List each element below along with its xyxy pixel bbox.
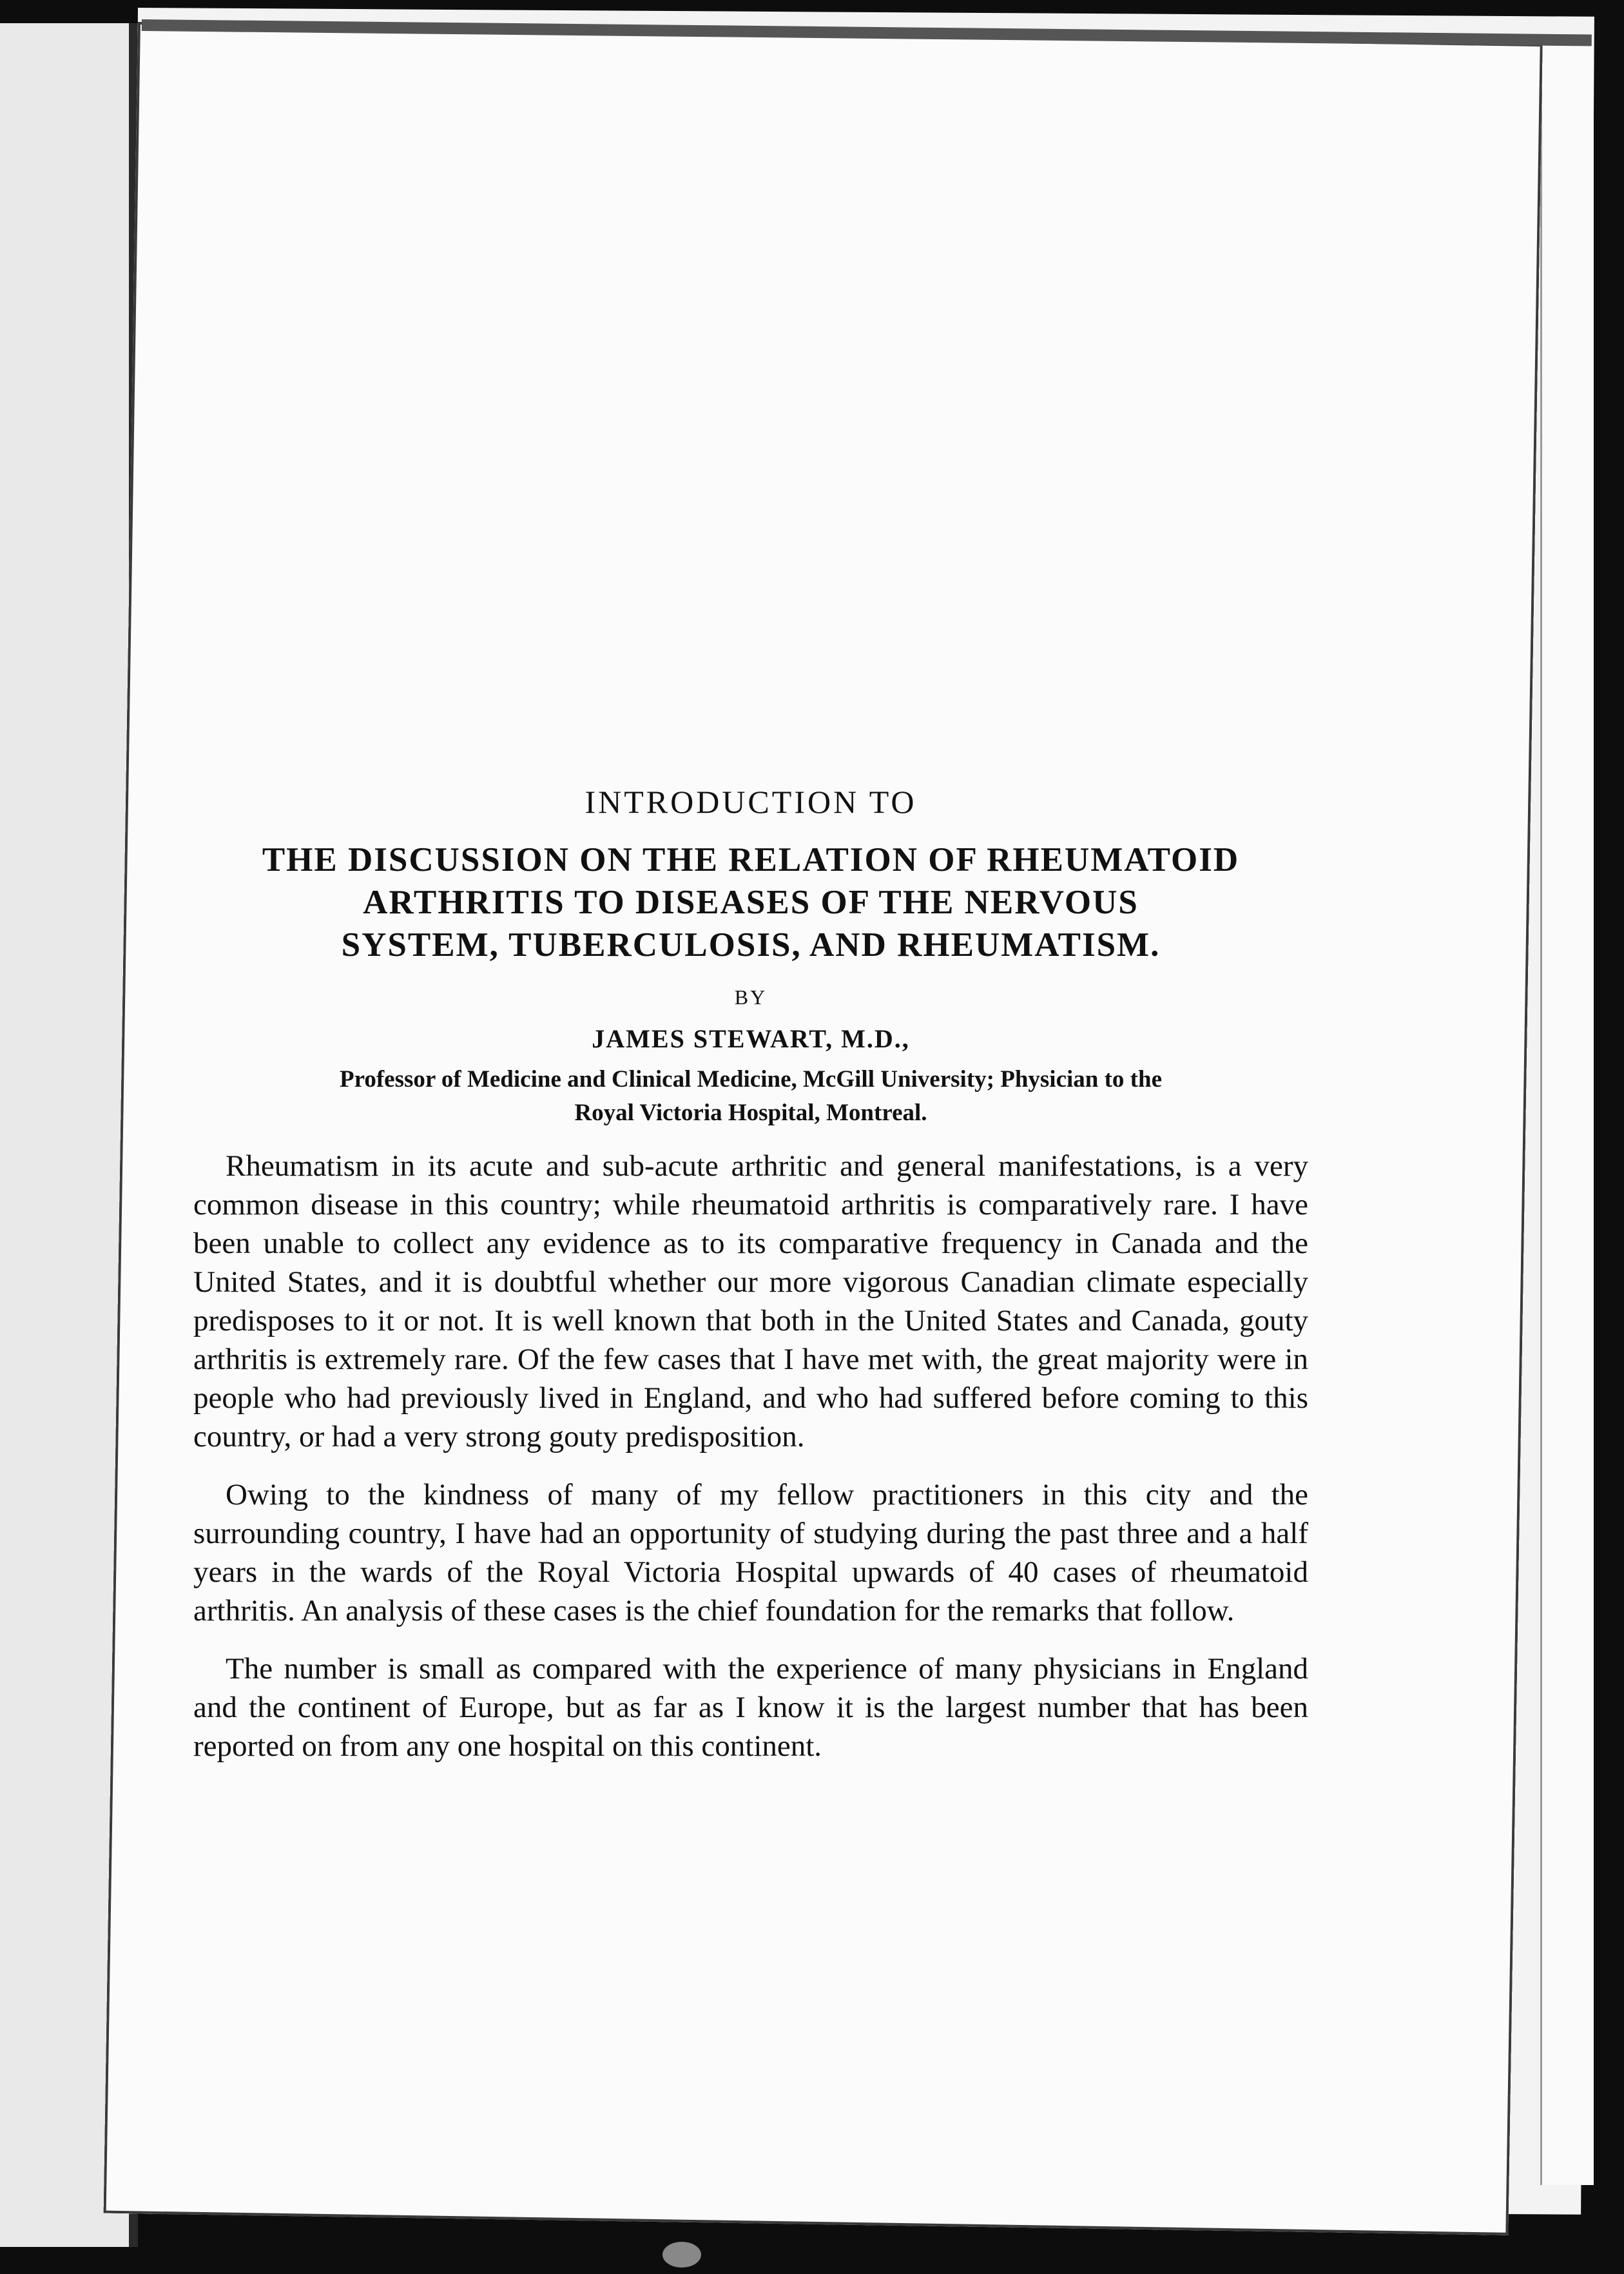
author-affiliation — [193, 1063, 1308, 1130]
affiliation-line: Royal Victoria Hospital, Montreal. — [574, 1100, 927, 1126]
back-page-edge — [1540, 39, 1594, 2185]
body-paragraph: Rheumatism in its acute and sub-acute arthritic and general manifestations, is a very common disease in this country; while rheumatoid arthritis is comparatively rare. I have been unable to collect any evidence as to its comparative frequency in Canada and the United States, and it is doubtful whether our more vigorous Canadian climate especially predisposes to it or not. It is well known that both in the United States and Canada, gouty arthritis is extremely rare. Of the few cases that I have met with, the great majority were in people who had previously lived in England, and who had suffered before coming to this country, or had a very strong gouty predisposition. — [193, 1149, 1308, 1453]
heading-main — [193, 839, 1308, 966]
body-paragraph: The number is small as compared with the experience of many physicians in England and the continent of Europe, but as far as I know it is the largest number that has been reported on from any one hospital on this continent. — [193, 1652, 1308, 1763]
heading-line: ARTHRITIS TO DISEASES OF THE NERVOUS — [363, 884, 1139, 921]
heading-line: THE DISCUSSION ON THE RELATION OF RHEUMATOID — [262, 841, 1240, 879]
heading-small: INTRODUCTION TO — [585, 784, 917, 820]
scan-smudge — [662, 2242, 701, 2268]
body-paragraph: Owing to the kindness of many of my fellow practitioners in this city and the surrounding country, I have had an opportunity of studying during the past three and a half years in the wards of the Royal Victoria Hospital upwards of 40 cases of rheumatoid arthritis. An analysis of these cases is the chief foundation for the remarks that follow. — [193, 1478, 1308, 1628]
page-content — [193, 783, 1308, 1785]
affiliation-line: Professor of Medicine and Clinical Medicine, McGill University; Physician to the — [339, 1066, 1162, 1093]
by-line: BY — [734, 986, 768, 1009]
author-name: JAMES STEWART, M.D., — [592, 1024, 910, 1053]
heading-line: SYSTEM, TUBERCULOSIS, AND RHEUMATISM. — [341, 926, 1161, 964]
